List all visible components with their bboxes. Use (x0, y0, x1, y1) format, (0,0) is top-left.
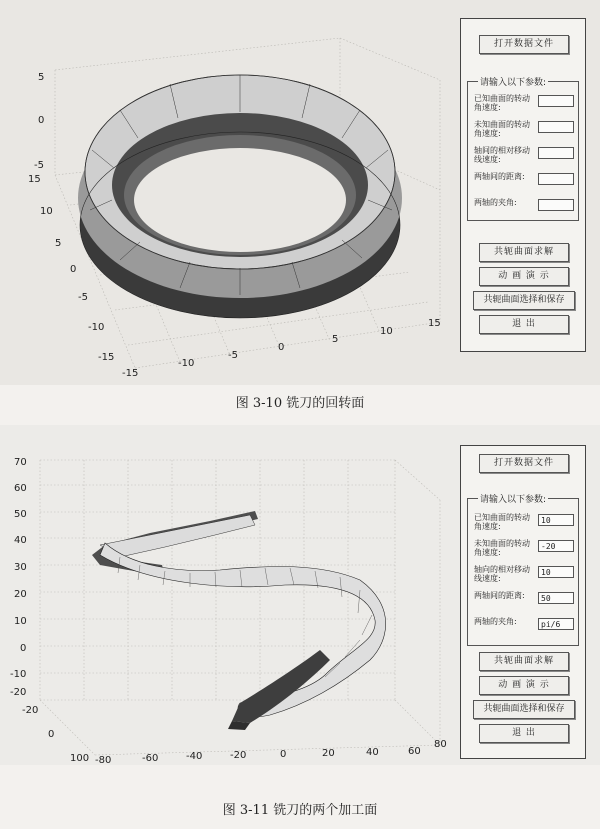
param-input[interactable]: 10 (538, 566, 574, 578)
z-tick: 60 (14, 483, 27, 494)
y-tick: 0 (70, 264, 77, 275)
param-label: 轴间的相对移动线速度: (474, 146, 530, 164)
y-tick: 15 (28, 174, 41, 185)
x-tick: 20 (322, 748, 335, 759)
y-tick: -5 (78, 292, 88, 303)
z-tick: 0 (38, 115, 45, 126)
z-tick: 5 (38, 72, 45, 83)
param-input[interactable]: pi/6 (538, 618, 574, 630)
param-label: 两轴的夹角: (474, 198, 517, 207)
x-tick: -15 (122, 368, 139, 379)
z-tick: 10 (14, 616, 27, 627)
animate-button[interactable]: 动 画 演 示 (479, 676, 569, 695)
y-tick: -10 (88, 322, 105, 333)
exit-button[interactable]: 退 出 (479, 724, 569, 743)
select-save-button[interactable]: 共轭曲面选择和保存 (473, 700, 575, 719)
param-row (474, 511, 576, 533)
param-input[interactable] (538, 121, 574, 133)
param-label: 两轴间的距离: (474, 591, 525, 600)
param-row (474, 589, 576, 611)
param-label: 已知曲面的转动角速度: (474, 94, 530, 112)
z-tick: 0 (20, 643, 27, 654)
param-label: 已知曲面的转动角速度: (474, 513, 530, 531)
x-tick: -60 (142, 753, 159, 764)
control-panel (460, 18, 586, 352)
param-input[interactable] (538, 199, 574, 211)
param-input[interactable] (538, 147, 574, 159)
animate-button[interactable]: 动 画 演 示 (479, 267, 569, 286)
x-tick: -40 (186, 751, 203, 762)
param-row (474, 563, 576, 585)
open-data-file-button[interactable]: 打开数据文件 (479, 454, 569, 473)
x-tick: 5 (332, 334, 339, 345)
x-tick: 0 (280, 749, 287, 760)
parameter-group (467, 495, 579, 646)
z-tick: 50 (14, 509, 27, 520)
figure-revolution-surface (0, 0, 600, 385)
param-row (474, 144, 576, 166)
select-save-button[interactable]: 共轭曲面选择和保存 (473, 291, 575, 310)
x-tick: -80 (95, 755, 112, 765)
z-tick: -20 (10, 687, 27, 698)
param-row (474, 118, 576, 140)
parameter-group-title: 请输入以下参数: (478, 492, 548, 505)
z-tick: -10 (10, 669, 27, 680)
exit-button[interactable]: 退 出 (479, 315, 569, 334)
param-row (474, 92, 576, 114)
plot-3d-ring (0, 0, 455, 385)
y-tick: -15 (98, 352, 115, 363)
x-tick: 10 (380, 326, 393, 337)
x-tick: 80 (434, 739, 447, 750)
x-tick: -10 (178, 358, 195, 369)
x-tick: 15 (428, 318, 441, 329)
control-panel (460, 445, 586, 759)
param-label: 两轴的夹角: (474, 617, 517, 626)
z-tick: 30 (14, 562, 27, 573)
x-tick: 40 (366, 747, 379, 758)
param-label: 未知曲面的转动角速度: (474, 539, 530, 557)
x-tick: -20 (230, 750, 247, 761)
conjugate-solve-button[interactable]: 共轭曲面求解 (479, 652, 569, 671)
x-tick: 60 (408, 746, 421, 757)
param-input[interactable]: 10 (538, 514, 574, 526)
figure-two-machining-surfaces (0, 425, 600, 765)
z-tick: 70 (14, 457, 27, 468)
param-row (474, 615, 576, 637)
param-label: 两轴间的距离: (474, 172, 525, 181)
param-input[interactable]: 50 (538, 592, 574, 604)
param-input[interactable]: -20 (538, 540, 574, 552)
param-row (474, 537, 576, 559)
param-label: 轴向的相对移动线速度: (474, 565, 530, 583)
y-tick: 10 (40, 206, 53, 217)
x-tick: 0 (278, 342, 285, 353)
param-input[interactable] (538, 173, 574, 185)
open-data-file-button[interactable]: 打开数据文件 (479, 35, 569, 54)
parameter-group (467, 78, 579, 221)
conjugate-solve-button[interactable]: 共轭曲面求解 (479, 243, 569, 262)
param-row (474, 196, 576, 218)
plot-3d-surfaces (0, 425, 455, 765)
z-tick: -5 (34, 160, 44, 171)
y-tick: 5 (55, 238, 62, 249)
x-tick: -5 (228, 350, 238, 361)
y-tick: 100 (70, 753, 90, 764)
parameter-group-title: 请输入以下参数: (478, 75, 548, 88)
figure-caption: 图 3-10 铣刀的回转面 (235, 396, 365, 411)
z-tick: 20 (14, 589, 27, 600)
y-tick: 0 (48, 729, 55, 740)
param-row (474, 170, 576, 192)
figure-caption: 图 3-11 铣刀的两个加工面 (222, 803, 378, 818)
param-input[interactable] (538, 95, 574, 107)
z-tick: 40 (14, 535, 27, 546)
y-tick: -20 (22, 705, 39, 716)
param-label: 未知曲面的转动角速度: (474, 120, 530, 138)
